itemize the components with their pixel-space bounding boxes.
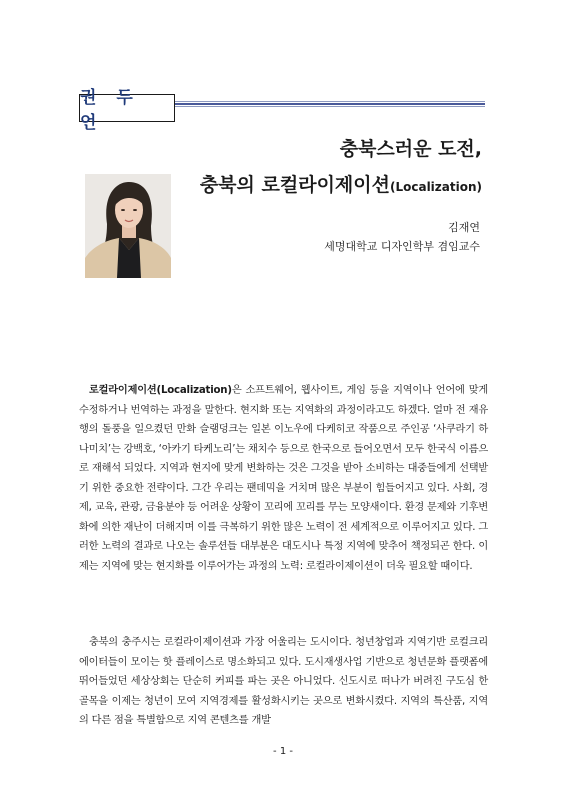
article-title-line1: 충북스러운 도전, — [339, 138, 482, 160]
author-name: 김재연 — [448, 221, 480, 234]
author-affiliation: 세명대학교 디자인학부 겸임교수 — [324, 240, 480, 253]
author-portrait — [85, 174, 171, 278]
header-rule-bottom — [175, 106, 485, 107]
body-paragraph-2 — [79, 633, 488, 731]
body-paragraph-1 — [79, 381, 488, 576]
article-title-line2 — [200, 170, 482, 197]
header-rule — [175, 103, 485, 105]
article-title-sub: (Localization) — [389, 180, 482, 194]
page-number: - 1 - — [273, 746, 293, 757]
paragraph-2-text: 충북의 충주시는 로컬라이제이션과 가장 어울리는 도시이다. 청년창업과 지역기반 로컬크리에이터들이 모이는 핫 플레이스로 명소화되고 있다. 도시재생사업 기반으로 청년문화 플랫폼에 뛰어들었던 세상상회는 단순히 커피를 파는 곳은 아니었다. 신도시로 떠나가 버려진 구도심 한 골목을 이제는 청년이 모여 지역경제를 활성화시키는 곳으로 변화시켰다. 지역의 특산품, 지역의 다른 점을 특별함으로 지역 콘텐츠를 개발 — [79, 637, 488, 726]
header-rule-top — [175, 101, 485, 102]
author-portrait-image — [85, 174, 171, 278]
section-label: 권 두 언 — [79, 94, 175, 122]
paragraph-lead-term: 로컬라이제이션(Localization) — [89, 385, 232, 396]
article-title-main: 충북의 로컬라이제이션 — [199, 174, 390, 196]
paragraph-1-text: 은 소프트웨어, 웹사이트, 게임 등을 지역이나 언어에 맞게 수정하거나 번역하는 과정을 말한다. 현지화 또는 지역화의 과정이라고도 하겠다. 얼마 전 재유행의 돌풍을 일으켰던 만화 슬램덩크는 일본 이노우에 다케히코 작품으로 주인공 ‘사쿠라기 하나미치’는 강백호, ‘아카기 타케노리’는 채치수 등으로 한국으로 들어오면서 모두 한국식 이름으로 재해석 되었다. 지역과 현지에 맞게 변화하는 것은 그것을 받아 소비하는 대중들에게 선택받기 위한 중요한 전략이다. 그간 우리는 팬데믹을 거치며 많은 부분이 힘들어지고 있다. 사회, 경제, 교육, 관광, 금융분야 등 어려운 상황이 꼬리에 꼬리를 무는 모양새이다. 환경 문제와 기후변화에 의한 재난이 더해지며 이를 극복하기 위한 많은 노력이 전 세계적으로 이루어지고 있다. 그러한 노력의 결과로 나오는 솔루션들 대부분은 대도시나 특정 지역에 맞추어 책정되곤 한다. 이제는 지역에 맞는 현지화를 이루어가는 과정의 노력: 로컬라이제이션이 더욱 필요할 때이다. — [79, 385, 488, 572]
